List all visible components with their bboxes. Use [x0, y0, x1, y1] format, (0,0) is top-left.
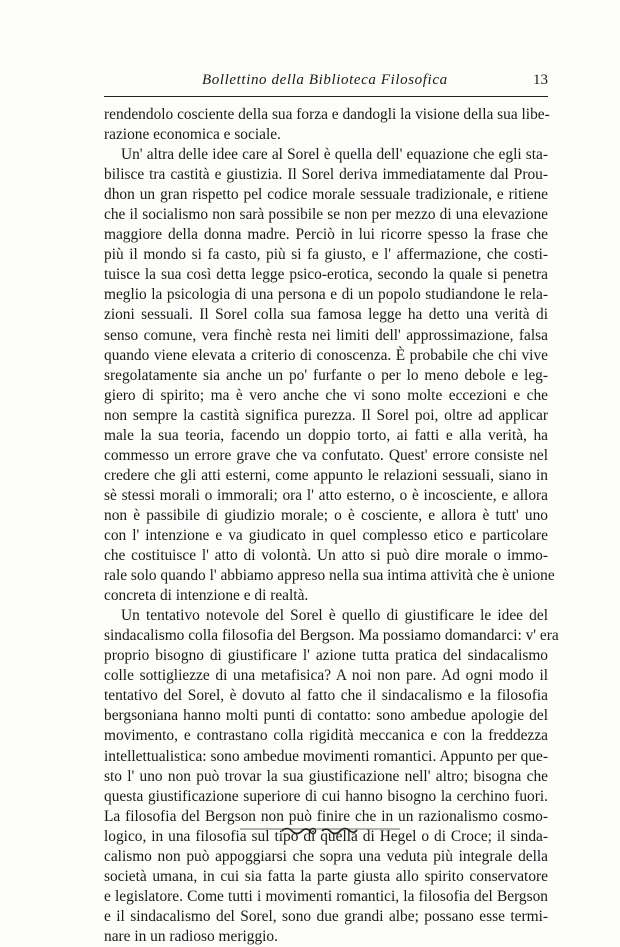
page-header — [104, 72, 548, 89]
text-line: Un' altra delle idee care al Sorel è quella dell' equazione che egli sta- — [121, 146, 548, 164]
text-line: senso comune, vera finchè resta nei limiti dell' approssimazione, falsa — [104, 326, 548, 344]
text-line: intellettualistica: sono ambedue movimenti romantici. Appunto per que- — [104, 747, 548, 765]
text-line: non sempre la castità significa purezza. Il Sorel poi, oltre ad applicar — [104, 406, 548, 424]
text-line: logico, in una filosofia sul tipo di quella di Hegel o di Croce; il sinda- — [104, 827, 548, 845]
paragraph — [104, 145, 555, 606]
running-head: Bollettino della Biblioteca Filosofica — [202, 72, 448, 88]
text-line: e legislatore. Come tutti i movimenti romantici, la filosofia del Bergson — [104, 887, 548, 905]
text-line: La filosofia del Bergson non può finire che in un razionalismo cosmo- — [104, 807, 548, 825]
text-line: proprio bisogno di giustificare l' azione tutta pratica del sindacalismo — [104, 647, 548, 665]
text-line: sregolatamente sia anche un po' furfante o per lo meno debole e leg- — [104, 366, 548, 384]
ornament-flourish-icon — [240, 820, 400, 840]
text-line: zioni sessuali. Il Sorel colla sua famosa legge ha detto una verità di — [104, 306, 548, 324]
text-line: Un tentativo notevole del Sorel è quello di giustificare le idee del — [121, 607, 548, 625]
text-line: non è passibile di giudizio morale; o è cosciente, e allora è tutt' uno — [104, 506, 548, 524]
text-line: bilisce tra castità e giustizia. Il Sorel deriva immediatamente dal Prou- — [104, 166, 548, 184]
text-line: movimento, e contrastano colla rigidità meccanica e con la freddezza — [104, 727, 548, 745]
text-line: sto l' uno non può trovar la sua giustificazione nell' altro; bisogna che — [104, 767, 548, 785]
text-line: tentativo del Sorel, è dovuto al fatto che il sindacalismo e la filosofia — [104, 687, 548, 705]
text-line: tuisce la sua così detta legge psico-erotica, secondo la quale si penetra — [104, 266, 548, 284]
text-line: credere che gli atti esterni, come appunto le relazioni sessuali, siano in — [104, 466, 548, 484]
page-number: 13 — [533, 72, 548, 88]
text-line: che costituisce l' atto di volontà. Un atto si può dire morale o immo- — [104, 547, 548, 565]
text-line: concreta di intenzione e di realtà. — [104, 587, 309, 605]
text-line: bergsoniana hanno molti punti di contatto: sono ambedue apologie del — [104, 707, 548, 725]
text-line: colle sottigliezze di una metafisica? A noi non pare. Ad ogni modo il — [104, 667, 548, 685]
text-line: dhon un gran rispetto pel codice morale sessuale tradizionale, e ritiene — [104, 186, 548, 204]
text-line: razione economica e sociale. — [104, 126, 281, 144]
header-rule — [104, 96, 548, 97]
text-line: sè stessi morali o immorali; ora l' atto esterno, o è incosciente, e allora — [104, 486, 548, 504]
text-line: giero di spirito; ma è vero anche che vi sono molte eccezioni e che — [104, 386, 548, 404]
text-line: sindacalismo colla filosofia del Bergson. Ma possiamo domandarci: v' era — [104, 627, 559, 645]
paragraph — [104, 606, 559, 947]
text-line: che il socialismo non sarà possibile se non per mezzo di una elevazione — [104, 206, 548, 224]
text-line: male la sua teoria, facendo un doppio torto, ai fatti e alla verità, ha — [104, 426, 548, 444]
text-line: quando viene elevata a criterio di conoscenza. È probabile che chi vive — [104, 346, 548, 364]
text-line: nare in un radioso meriggio. — [104, 927, 278, 945]
text-line: rale solo quando l' abbiamo appreso nella sua intima attività che è unione — [104, 567, 555, 585]
text-line: con l' intenzione e va giudicato in quel complesso etico e particolare — [104, 526, 548, 544]
text-line: meglio la psicologia di una persona e di un popolo studiandone le rela- — [104, 286, 548, 304]
text-line: e il sindacalismo del Sorel, sono due grandi albe; possano esse termi- — [104, 907, 548, 925]
text-line: questa giustificazione superiore di cui hanno bisogno la cerchino fuori. — [104, 787, 548, 805]
text-line: società umana, in cui sia fatta la parte giusta allo spirito conservatore — [104, 867, 548, 885]
text-line: commesso un errore grave che va confutato. Quest' errore consiste nel — [104, 446, 548, 464]
text-line: calismo non può appoggiarsi che sopra una veduta più integrale della — [104, 847, 548, 865]
text-line: rendendolo cosciente della sua forza e dandogli la visione della sua libe- — [104, 106, 550, 123]
text-line: più il mondo si fa casto, più si fa giusto, e l' affermazione, che costi- — [104, 246, 548, 264]
paragraph — [104, 105, 548, 145]
text-line: maggiore della donna madre. Perciò in lui ricorre spesso la frase che — [104, 226, 548, 244]
